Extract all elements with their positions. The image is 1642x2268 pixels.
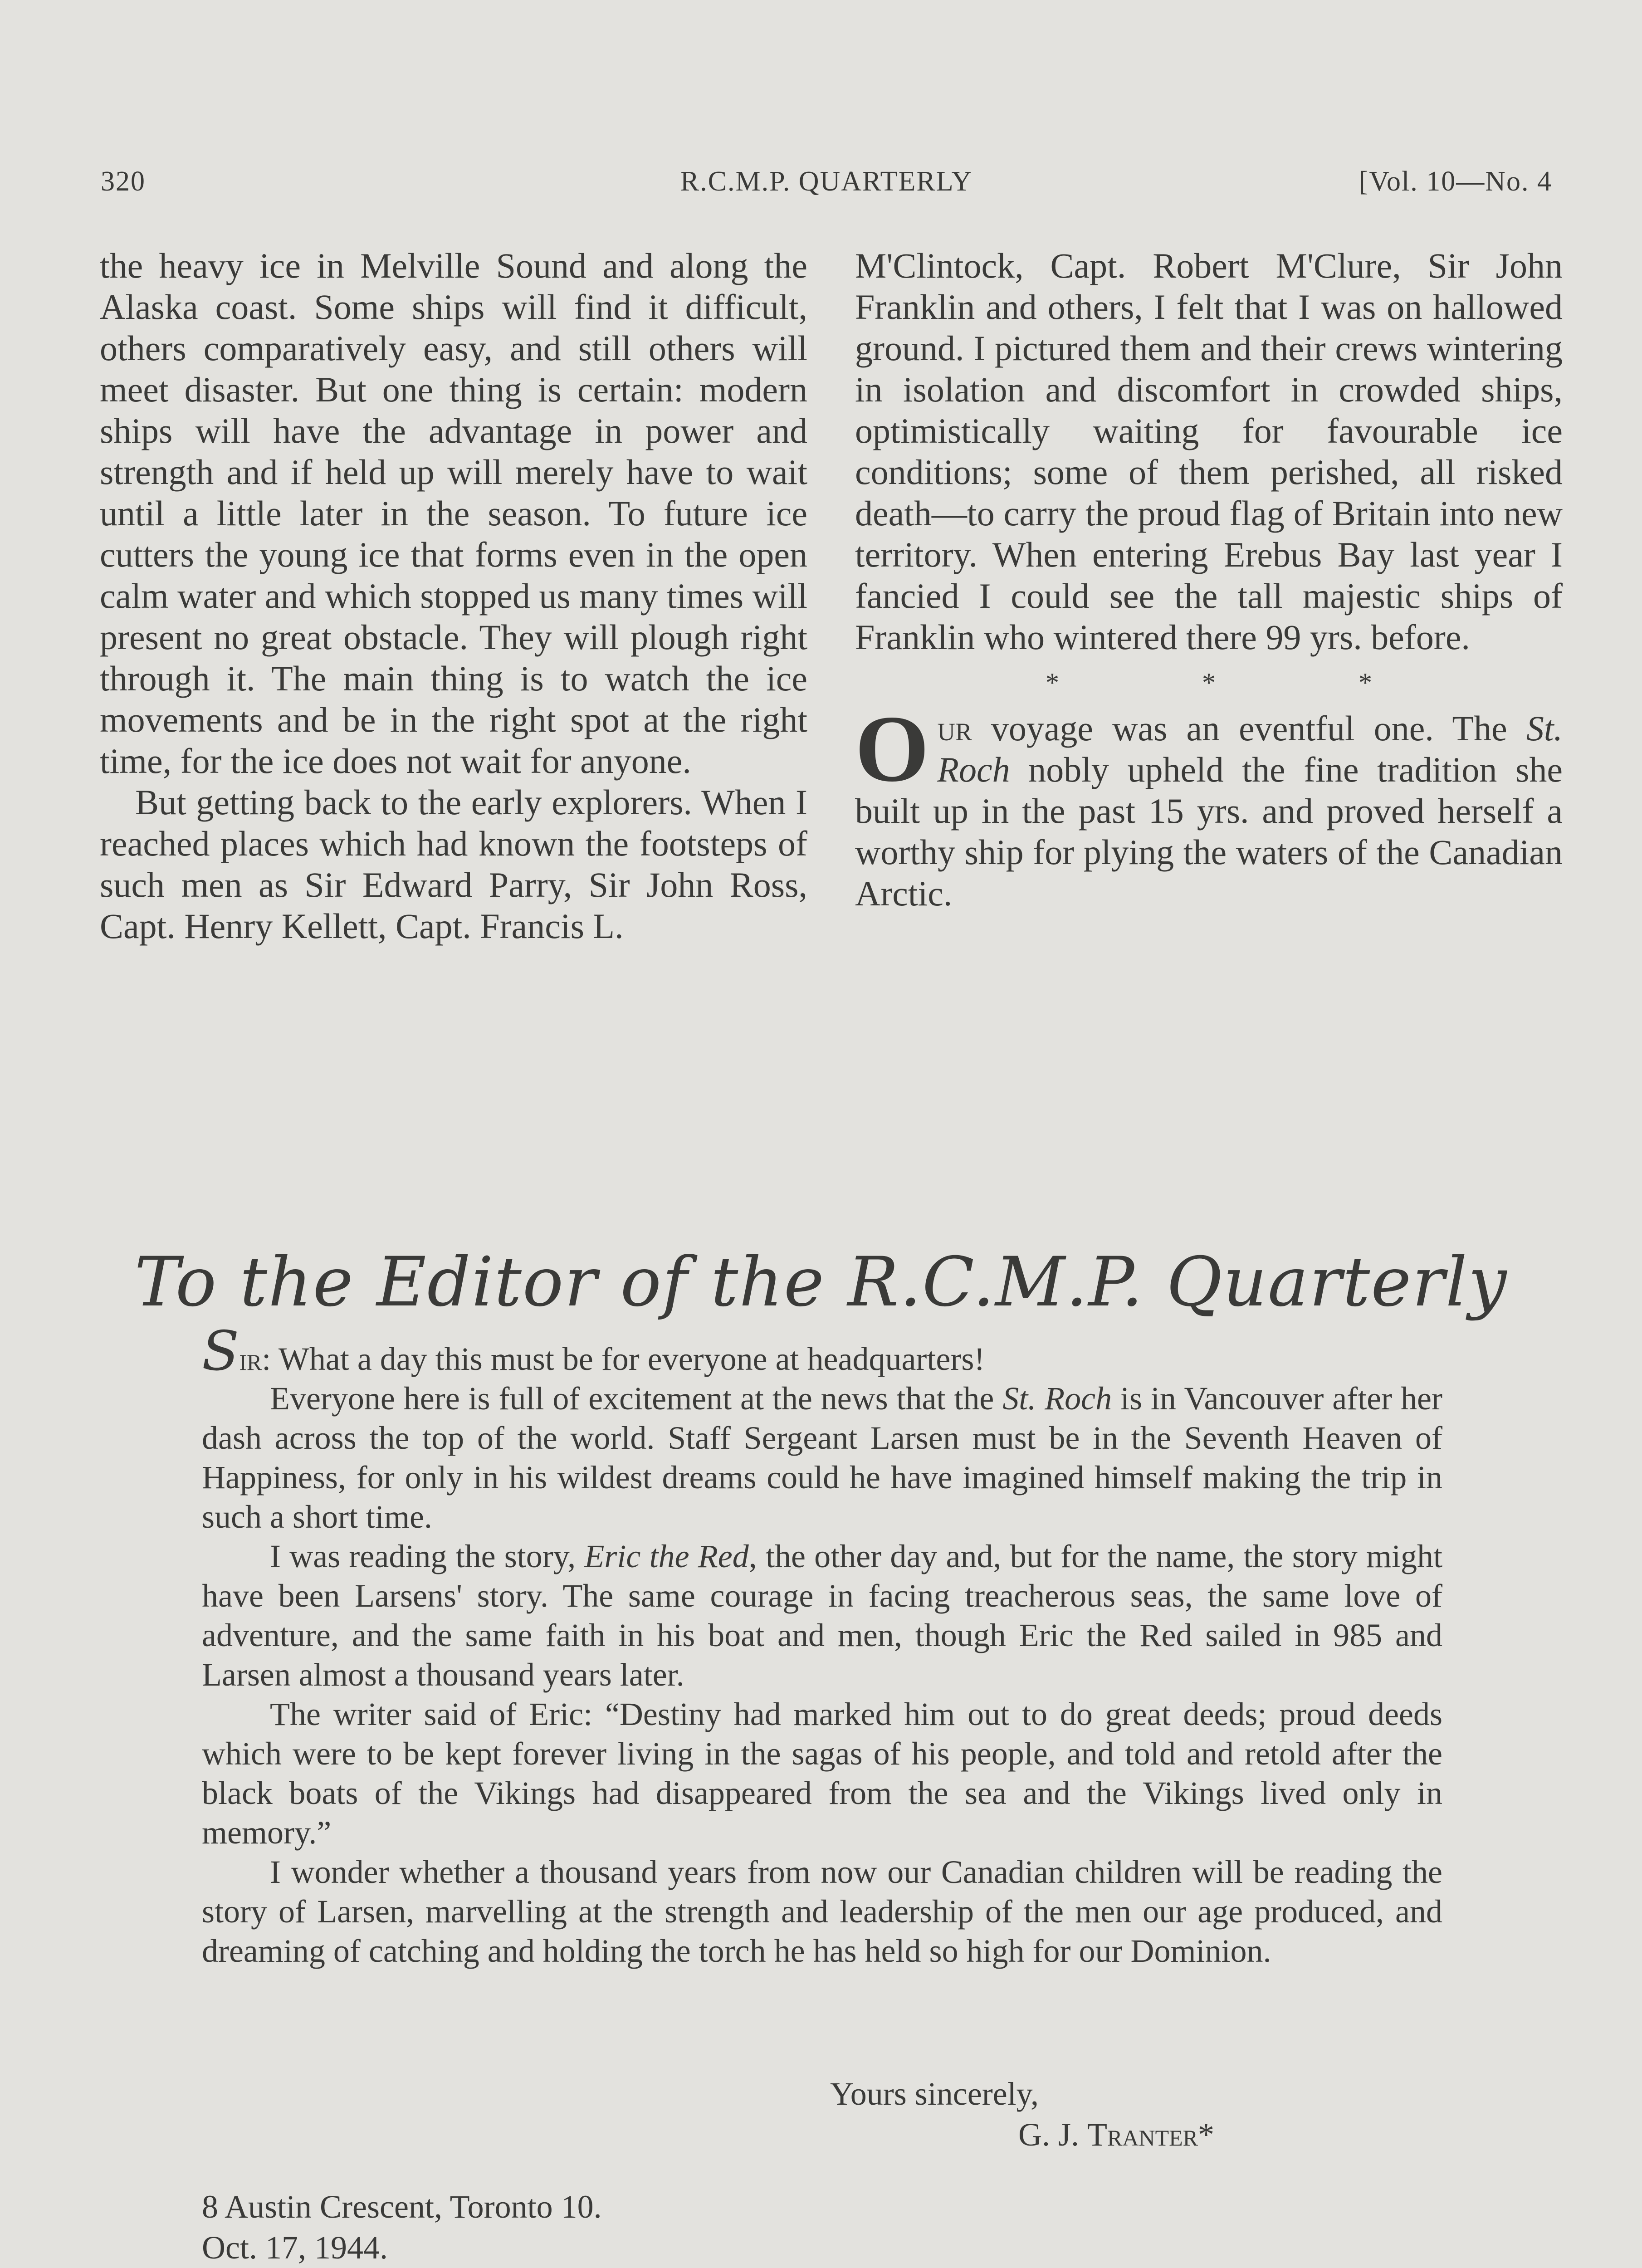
ship-name: St. Roch [1002, 1380, 1112, 1417]
book-title: Eric the Red [584, 1538, 749, 1574]
salutation-initial: S [202, 1320, 239, 1383]
article-paragraph: M'Clintock, Capt. Robert M'Clure, Sir John Franklin and others, I felt that I was on hallowed ground. I pictured them and their crews wintering in isolation and discomfort in crowded ships, optimistically waiting for favourable ice conditions; some of them perished, all risked death—to carry the proud flag of Britain into new territory. When entering Erebus Bay last year I fancied I could see the tall majestic ships of Franklin who wintered there 99 yrs. before. [855, 246, 1563, 657]
letter-paragraph: I was reading the story, Eric the Red, the other day and, but for the name, the story might have been Larsens' story. The same courage in facing treacherous seas, the same love of adventure, and the same faith in his boat and men, though Eric the Red sailed in 985 and Larsen almost a thousand years later. [202, 1538, 1443, 1693]
drop-cap: O [855, 696, 929, 802]
letter-signature: G. J. Tranter* [1018, 2116, 1214, 2153]
letter-closing: Yours sincerely, [830, 2076, 1039, 2112]
salutation: Sir: What a day this must be for everyone at headquarters! [202, 1320, 985, 1383]
section-break-stars: * * * [1046, 668, 1440, 698]
letter-body [202, 1320, 1443, 1971]
ship-name: St. Roch [937, 709, 1563, 789]
article-final-paragraph: Our voyage was an eventful one. The St. Roch nobly upheld the fine tradition she built up in the past 15 yrs. and proved herself a worthy ship for plying the waters of the Canadian Arctic. [855, 696, 1563, 913]
article-left-column [100, 245, 807, 947]
letter-paragraph: The writer said of Eric: “Destiny had marked him out to do great deeds; proud deeds which were to be kept forever living in the sagas of his people, and told and retold after the black boats of the Vikings had disappeared from the sea and the Vikings lived only in memory.” [202, 1696, 1442, 1851]
small-caps-lead: ur [937, 709, 972, 748]
letter-heading: To the Editor of the R.C.M.P. Quarterly [134, 1243, 1508, 1322]
article-paragraph: the heavy ice in Melville Sound and along the Alaska coast. Some ships will find it difficult, others comparatively easy, and still others will meet disaster. But one thing is certain: modern ships will have the advantage in power and strength and if held up will merely have to wait until a little later in the season. To future ice cutters the young ice that forms even in the open calm water and which stopped us many times will present no great obstacle. They will plough right through it. The main thing is to watch the ice movements and be in the right spot at the right time, for the ice does not wait for anyone. [100, 246, 807, 781]
volume-issue: [Vol. 10—No. 4 [1359, 166, 1552, 197]
article-right-column [855, 245, 1563, 914]
journal-title: R.C.M.P. QUARTERLY [680, 166, 973, 197]
article-paragraph: But getting back to the early explorers. When I reached places which had known the footsteps of such men as Sir Edward Parry, Sir John Ross, Capt. Henry Kellett, Capt. Francis L. [100, 782, 807, 946]
address-line: 8 Austin Crescent, Toronto 10. [202, 2189, 602, 2225]
letter-paragraph: Everyone here is full of excitement at the news that the St. Roch is in Vancouver after her dash across the top of the world. Staff Sergeant Larsen must be in the Seventh Heaven of Happiness, for only in his wildest dreams could he have imagined himself making the trip in such a short time. [202, 1380, 1442, 1535]
sender-address [202, 2186, 602, 2268]
letter-paragraph: I wonder whether a thousand years from now our Canadian children will be reading the story of Larsen, marvelling at the strength and leadership of the men our age produced, and dreaming of catching and holding the torch he has held so high for our Dominion. [202, 1854, 1442, 1969]
letter-date: Oct. 17, 1944. [202, 2229, 388, 2266]
running-header [101, 166, 1552, 206]
page-number: 320 [101, 166, 146, 197]
